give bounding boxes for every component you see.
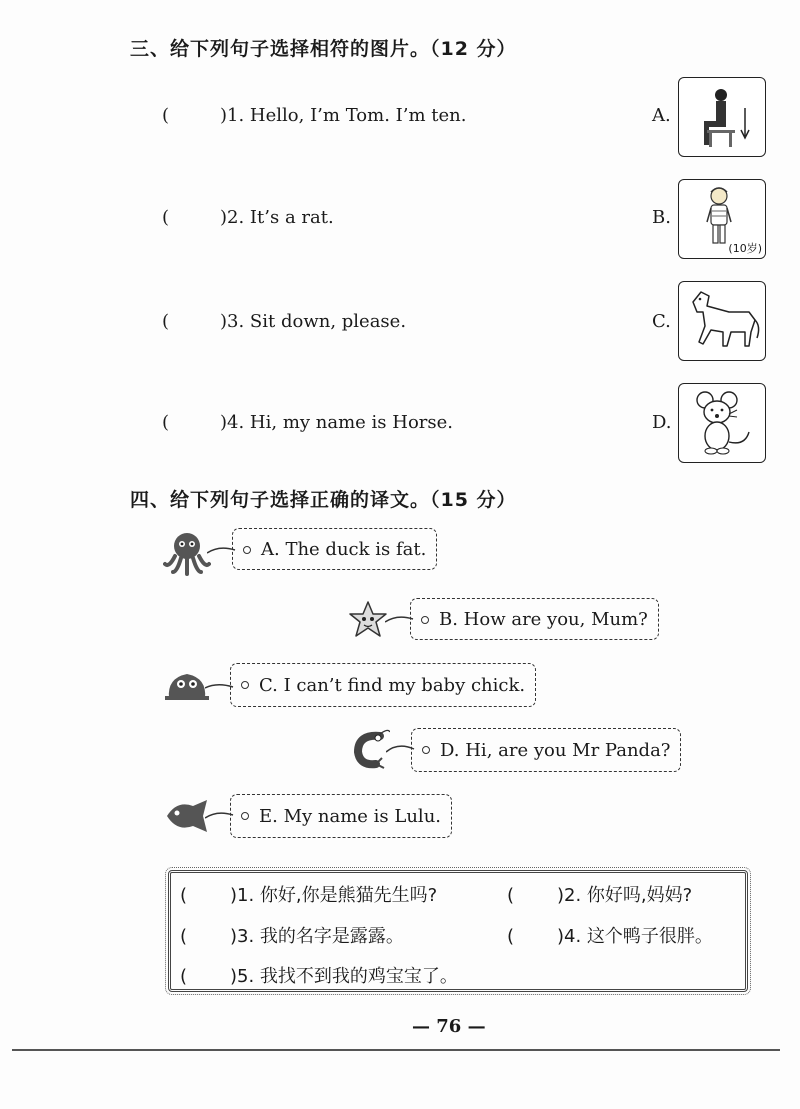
question-text: 2. It’s a rat.	[227, 207, 334, 228]
answer-5: ( )5. 我找不到我的鸡宝宝了。	[180, 966, 458, 987]
connector-dot[interactable]	[243, 546, 251, 554]
option-d-letter: D.	[652, 412, 672, 433]
answer-blank[interactable]: (	[507, 926, 515, 947]
answer-text: 3. 我的名字是露露。	[237, 926, 404, 947]
question-3: ( )3. Sit down, please.	[162, 311, 407, 332]
connector-dot[interactable]	[421, 616, 429, 624]
answer-3: ( )3. 我的名字是露露。	[180, 926, 404, 947]
answer-blank[interactable]: (	[162, 412, 170, 433]
crab-icon	[163, 668, 211, 702]
answer-text: 5. 我找不到我的鸡宝宝了。	[237, 966, 458, 987]
page-number: — 76 —	[412, 1016, 486, 1037]
section3-title: 三、给下列句子选择相符的图片。（12 分）	[130, 38, 517, 60]
sentence-d: D. Hi, are you Mr Panda?	[411, 728, 681, 772]
answer-blank[interactable]: (	[162, 105, 170, 126]
fish-icon	[163, 796, 211, 836]
shrimp-icon	[350, 728, 390, 770]
answer-text: 1. 你好,你是熊猫先生吗?	[237, 885, 438, 906]
octopus-icon	[163, 528, 211, 576]
option-b-letter: B.	[652, 207, 671, 228]
question-1: ( )1. Hello, I’m Tom. I’m ten.	[162, 105, 467, 126]
answer-blank[interactable]: (	[507, 885, 515, 906]
starfish-icon	[348, 600, 388, 640]
answer-1: ( )1. 你好,你是熊猫先生吗?	[180, 885, 438, 906]
footer-rule	[12, 1049, 780, 1051]
answer-blank[interactable]: (	[162, 311, 170, 332]
boy-sitting-down-icon	[679, 78, 765, 156]
question-text: 4. Hi, my name is Horse.	[227, 412, 454, 433]
question-text: 3. Sit down, please.	[227, 311, 407, 332]
answer-2: ( )2. 你好吗,妈妈?	[507, 885, 693, 906]
connector-dot[interactable]	[422, 746, 430, 754]
option-c-picture	[678, 281, 766, 361]
connector-dot[interactable]	[241, 681, 249, 689]
horse-icon	[679, 282, 765, 360]
question-text: 1. Hello, I’m Tom. I’m ten.	[227, 105, 467, 126]
answer-blank[interactable]: (	[180, 966, 188, 987]
answer-text: 4. 这个鸭子很胖。	[564, 926, 713, 947]
question-2: ( )2. It’s a rat.	[162, 207, 334, 228]
section4-title: 四、给下列句子选择正确的译文。（15 分）	[130, 489, 517, 511]
sentence-b: B. How are you, Mum?	[410, 598, 659, 640]
connector-dot[interactable]	[241, 812, 249, 820]
question-4: ( )4. Hi, my name is Horse.	[162, 412, 454, 433]
answer-blank[interactable]: (	[162, 207, 170, 228]
sentence-e: E. My name is Lulu.	[230, 794, 452, 838]
age-caption: (10岁)	[728, 242, 762, 255]
option-a-letter: A.	[652, 105, 671, 126]
option-c-letter: C.	[652, 311, 671, 332]
sentence-c: C. I can’t find my baby chick.	[230, 663, 536, 707]
answer-text: 2. 你好吗,妈妈?	[564, 885, 693, 906]
rat-icon	[679, 384, 765, 462]
answer-blank[interactable]: (	[180, 926, 188, 947]
sentence-a: A. The duck is fat.	[232, 528, 437, 570]
option-d-picture	[678, 383, 766, 463]
answer-4: ( )4. 这个鸭子很胖。	[507, 926, 713, 947]
option-a-picture	[678, 77, 766, 157]
answer-blank[interactable]: (	[180, 885, 188, 906]
option-b-picture	[678, 179, 766, 259]
